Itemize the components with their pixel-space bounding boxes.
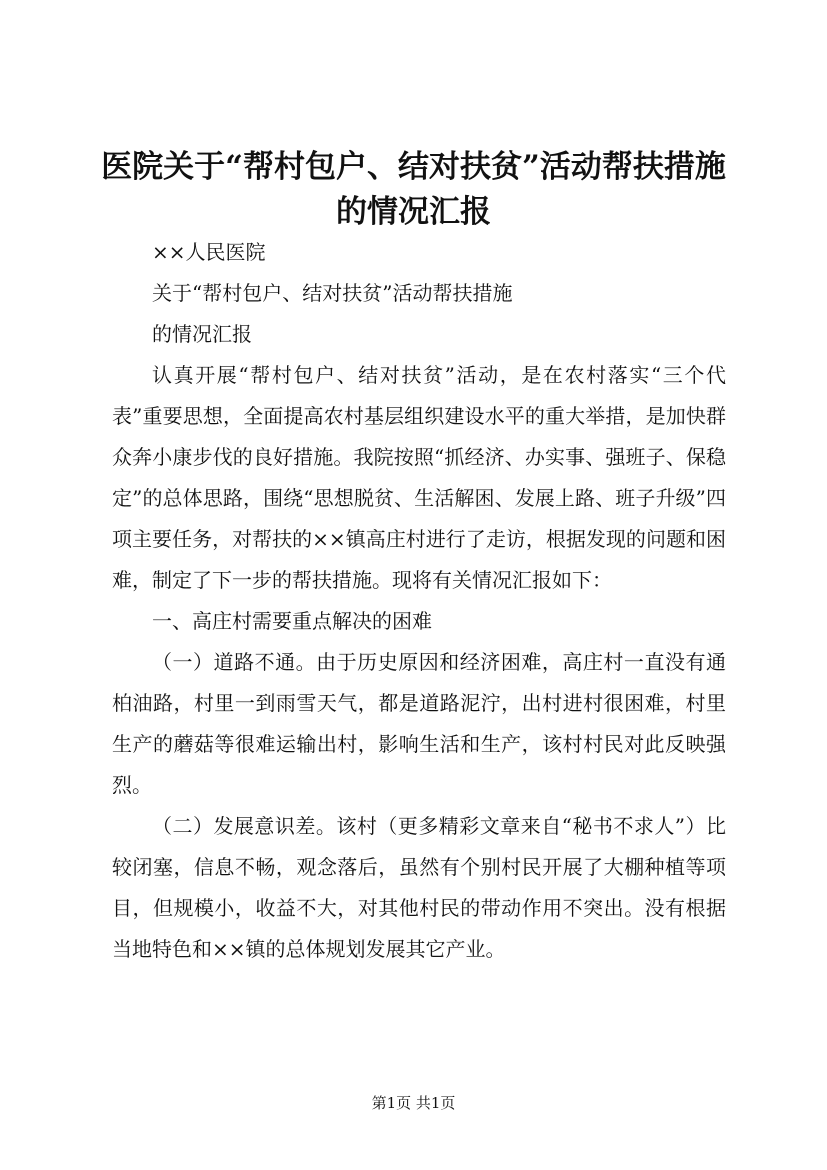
section-heading-difficulties: 一、高庄村需要重点解决的困难: [152, 609, 432, 633]
paragraph-development-issue: （二）发展意识差。该村（更多精彩文章来自“秘书不求人”）比较闭塞，信息不畅，观念落后，虽然有个别村民开展了大棚种植等项目，但规模小，收益不大，对其他村民的带动作用不突出。没有根据当地特色和××镇的总体规划发展其它产业。: [112, 814, 726, 961]
document-body: [112, 232, 726, 970]
paragraph-hospital-name: ××人民医院: [152, 240, 266, 264]
paragraph-report-title-line1: 关于“帮村包户、结对扶贫”活动帮扶措施: [152, 281, 513, 305]
paragraph-report-title-line2: 的情况汇报: [152, 322, 252, 346]
document-title: 医院关于“帮村包户、结对扶贫”活动帮扶措施的情况汇报: [101, 149, 726, 230]
paragraph-road-issue: （一）道路不通。由于历史原因和经济困难，高庄村一直没有通柏油路，村里一到雨雪天气，都是道路泥泞，出村进村很困难，村里生产的蘑菇等很难运输出村，影响生活和生产，该村村民对此反映强烈。: [112, 650, 726, 797]
page-footer: 第1页 共1页: [371, 1094, 456, 1112]
paragraph-introduction: 认真开展“帮村包户、结对扶贫”活动，是在农村落实“三个代表”重要思想，全面提高农村基层组织建设水平的重大举措，是加快群众奔小康步伐的良好措施。我院按照“抓经济、办实事、强班子、保稳定”的总体思路，围绕“思想脱贫、生活解困、发展上路、班子升级”四项主要任务，对帮扶的××镇高庄村进行了走访，根据发现的问题和困难，制定了下一步的帮扶措施。现将有关情况汇报如下：: [112, 363, 726, 592]
